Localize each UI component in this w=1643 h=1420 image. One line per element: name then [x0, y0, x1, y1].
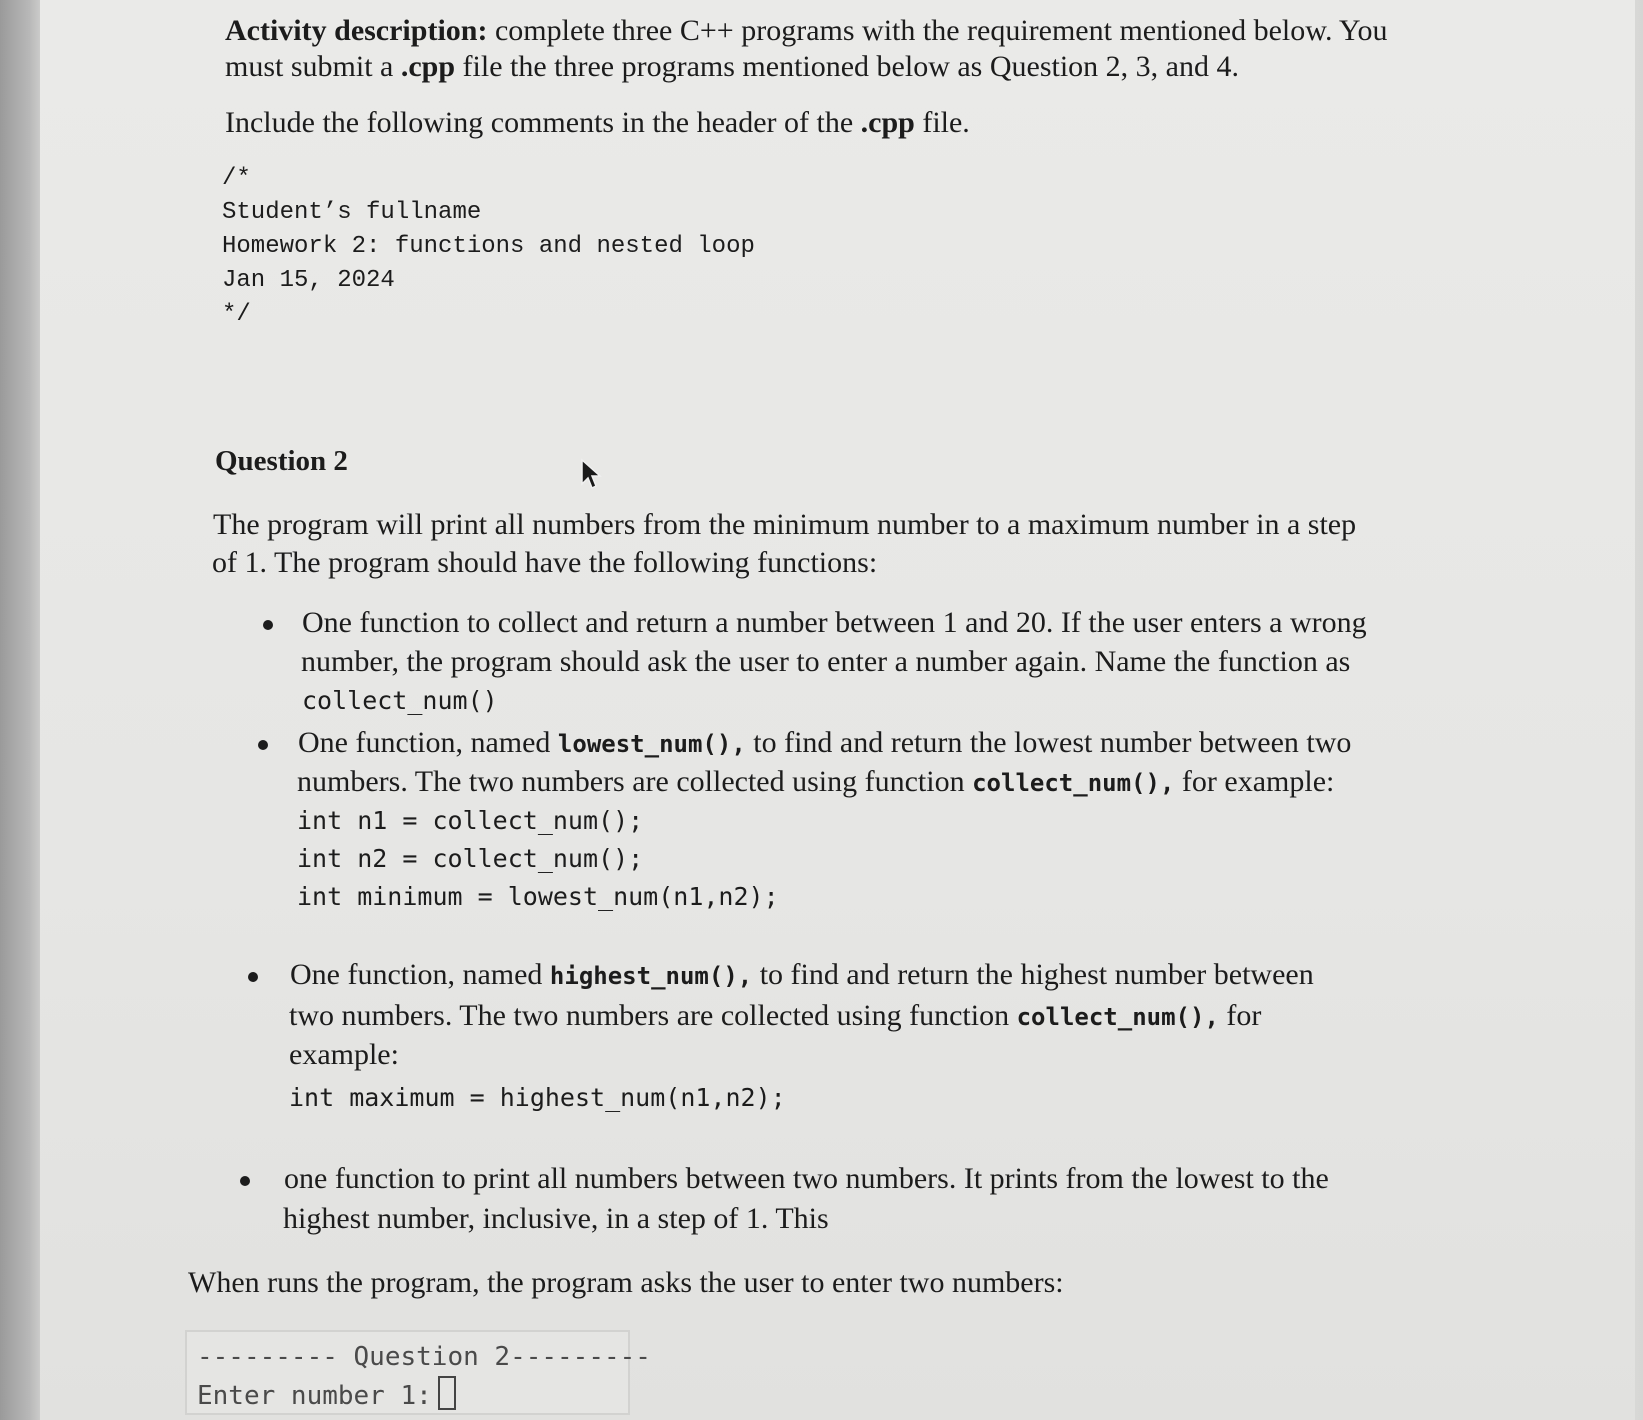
text-cursor [438, 1376, 456, 1410]
bullet-2-code-example: int n1 = collect_num(); int n2 = collect_num(); int minimum = lowest_num(n1,n2); [297, 806, 779, 911]
activity-description-line1: Activity description: complete three C++ programs with the requirement mentioned below. You [225, 14, 1388, 47]
activity-label: Activity description: [225, 14, 488, 47]
mouse-pointer-icon [580, 458, 602, 490]
bullet-dot [258, 740, 268, 750]
question-2-title: Question 2 [215, 445, 348, 477]
bullet-2-line1: One function, named lowest_num(), to find and return the lowest number between two [298, 726, 1352, 759]
bullet-dot [263, 620, 273, 630]
bullet-4-line1: one function to print all numbers between two numbers. It prints from the lowest to the [284, 1162, 1329, 1195]
bullet-2-line2: numbers. The two numbers are collected using function collect_num(), for example: [297, 765, 1335, 798]
include-comments-text: Include the following comments in the header of the .cpp file. [225, 106, 970, 139]
question-2-intro-line1: The program will print all numbers from the minimum number to a maximum number in a step [213, 508, 1357, 541]
bullet-3-line3: example: [289, 1038, 399, 1071]
question-2-intro-line2: of 1. The program should have the following functions: [212, 546, 878, 579]
bullet-3-line2: two numbers. The two numbers are collected using function collect_num(), for [289, 999, 1262, 1032]
bullet-1-line2: number, the program should ask the user to enter a number again. Name the function as [301, 645, 1351, 678]
console-prompt-line: Enter number 1: [197, 1376, 618, 1415]
run-program-text: When runs the program, the program asks the user to enter two numbers: [188, 1266, 1064, 1299]
bullet-4-line2: highest number, inclusive, in a step of 1. This [283, 1202, 829, 1235]
bullet-3-code-example: int maximum = highest_num(n1,n2); [289, 1083, 786, 1112]
document-page [40, 0, 1635, 1420]
console-output [185, 1330, 651, 1415]
bullet-1-code: collect_num() [302, 686, 498, 715]
bullet-1-line1: One function to collect and return a number between 1 and 20. If the user enters a wrong [302, 606, 1367, 639]
bullet-dot [248, 972, 258, 982]
console-header-line: --------- Question 2--------- [197, 1342, 651, 1372]
header-comment-code: /* Student’s fullname Homework 2: functions and nested loop Jan 15, 2024 */ [222, 165, 755, 328]
activity-description-line2: must submit a .cpp file the three programs mentioned below as Question 2, 3, and 4. [225, 50, 1240, 83]
bullet-3-line1: One function, named highest_num(), to find and return the highest number between [290, 958, 1314, 991]
bullet-dot [240, 1176, 250, 1186]
